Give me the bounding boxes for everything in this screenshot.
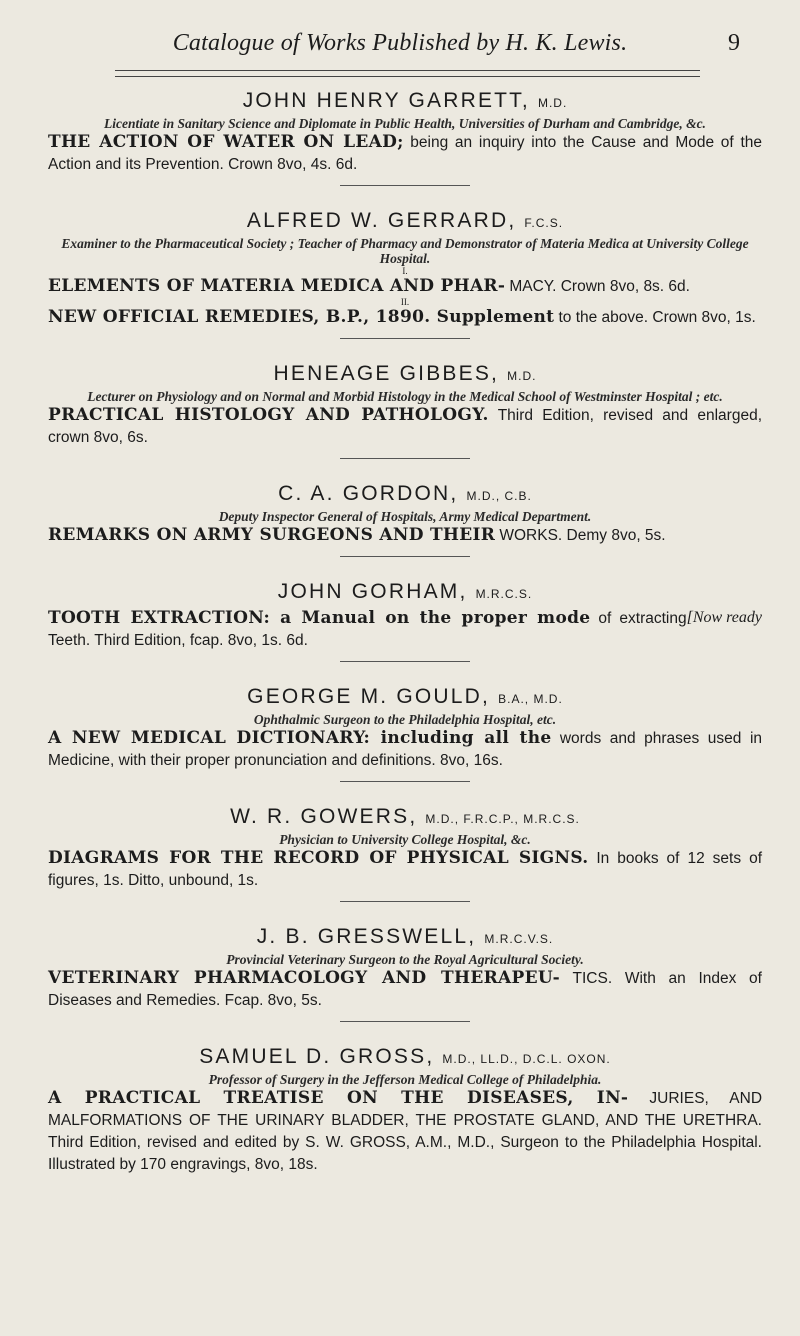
- author-name: ALFRED W. GERRARD,: [246, 209, 517, 232]
- work-title: PRACTICAL HISTOLOGY AND PATHOLOGY.: [48, 405, 489, 425]
- work-item: [48, 524, 762, 546]
- author-degrees: M.D., F.R.C.P., M.R.C.S.: [425, 812, 580, 826]
- entry-separator: [340, 338, 470, 339]
- catalogue-entry: [48, 88, 762, 186]
- work-title: A NEW MEDICAL DICTIONARY: including all the: [48, 728, 552, 748]
- running-title: Catalogue of Works Published by H. K. Lewis.: [172, 30, 628, 56]
- author-name: W. R. GOWERS,: [230, 805, 418, 828]
- author-degrees: M.D., LL.D., D.C.L. OXON.: [442, 1052, 611, 1066]
- author-line: [48, 804, 762, 832]
- catalogue-entry: [48, 208, 762, 339]
- author-line: [48, 684, 762, 712]
- work-title: TOOTH EXTRACTION: a Manual on the proper mode: [48, 608, 591, 628]
- author-degrees: M.D., C.B.: [466, 489, 532, 503]
- author-degrees: M.R.C.V.S.: [484, 932, 554, 946]
- entry-separator: [340, 901, 470, 902]
- work-description: MACY. Crown 8vo, 8s. 6d.: [509, 278, 690, 295]
- author-role: Ophthalmic Surgeon to the Philadelphia Hospital, etc.: [253, 712, 557, 727]
- author-role: Deputy Inspector General of Hospitals, Army Medical Department.: [218, 509, 592, 524]
- catalogue-entry: [48, 481, 762, 557]
- page-number: 9: [728, 30, 740, 56]
- work-description: to the above. Crown 8vo, 1s.: [558, 309, 756, 326]
- author-degrees: M.R.C.S.: [475, 587, 533, 601]
- author-role: Professor of Surgery in the Jefferson Medical College of Philadelphia.: [208, 1072, 602, 1087]
- work-title: VETERINARY PHARMACOLOGY AND THERAPEU-: [48, 968, 561, 988]
- entry-separator: [340, 781, 470, 782]
- author-line: [48, 208, 762, 236]
- work-item: [48, 306, 762, 328]
- author-role: Licentiate in Sanitary Science and Diplomate in Public Health, Universities of Durham and Cambridge, &c.: [104, 116, 706, 131]
- author-degrees: M.D.: [537, 96, 568, 110]
- work-description: words and phrases used in Medicine, with their proper pronunciation and definitions. 8vo, 16s.: [48, 730, 763, 769]
- author-degrees: F.C.S.: [524, 216, 564, 230]
- author-name: GEORGE M. GOULD,: [247, 685, 491, 708]
- work-title: THE ACTION OF WATER ON LEAD;: [48, 132, 404, 152]
- author-line: [48, 481, 762, 509]
- work-description: JURIES, AND MALFORMATIONS OF THE URINARY BLADDER, THE PROSTATE GLAND, AND THE URETHRA. Third Edition, revised and edited by S. W. GROSS, A.M., M.D., Surgeon to the Philadelphia Hospital. Illustrated by 170 engravings, 8vo, 18s.: [48, 1090, 763, 1173]
- work-item: [48, 131, 762, 175]
- author-degrees: M.D.: [507, 369, 537, 383]
- entry-list: [48, 88, 762, 1197]
- entry-separator: [340, 458, 470, 459]
- author-role: Physician to University College Hospital, &c.: [279, 832, 531, 847]
- entry-separator: [340, 556, 470, 557]
- author-name: JOHN HENRY GARRETT,: [242, 89, 530, 112]
- work-description: Third Edition, revised and enlarged, crown 8vo, 6s.: [48, 407, 762, 446]
- work-item: [48, 847, 762, 891]
- author-name: C. A. GORDON,: [278, 482, 459, 505]
- header-rule: [115, 70, 700, 77]
- work-title: REMARKS ON ARMY SURGEONS AND THEIR: [48, 525, 496, 545]
- author-role: Examiner to the Pharmaceutical Society ; Teacher of Pharmacy and Demonstrator of Materia Medica at University College Hospital.: [61, 236, 749, 266]
- catalogue-entry: [48, 579, 762, 662]
- work-description: WORKS. Demy 8vo, 5s.: [499, 527, 666, 544]
- work-description: being an inquiry into the Cause and Mode of the Action and its Prevention. Crown 8vo, 4s. 6d.: [48, 134, 762, 173]
- work-title: DIAGRAMS FOR THE RECORD OF PHYSICAL SIGNS.: [48, 848, 589, 868]
- author-line: [48, 579, 762, 607]
- author-name: HENEAGE GIBBES,: [273, 362, 500, 385]
- author-name: SAMUEL D. GROSS,: [199, 1045, 435, 1068]
- author-line: [48, 361, 762, 389]
- work-item: [48, 727, 762, 771]
- catalogue-entry: [48, 361, 762, 459]
- work-number: II.: [400, 297, 410, 307]
- work-number: I.: [402, 266, 408, 276]
- author-name: J. B. GRESSWELL,: [256, 925, 477, 948]
- entry-separator: [340, 185, 470, 186]
- work-item: [48, 404, 762, 448]
- catalogue-entry: [48, 684, 762, 782]
- author-line: [48, 1044, 762, 1072]
- work-description: TICS. With an Index of Diseases and Remedies. Fcap. 8vo, 5s.: [48, 970, 762, 1009]
- entry-separator: [340, 1021, 470, 1022]
- work-title: NEW OFFICIAL REMEDIES, B.P., 1890. Supplement: [48, 307, 555, 327]
- work-item: [48, 275, 762, 297]
- author-degrees: B.A., M.D.: [498, 692, 563, 706]
- page-header: [60, 30, 740, 64]
- author-line: [48, 88, 762, 116]
- author-line: [48, 924, 762, 952]
- work-description: of extracting Teeth. Third Edition, fcap. 8vo, 1s. 6d.: [48, 610, 687, 649]
- author-name: JOHN GORHAM,: [277, 580, 468, 603]
- work-item: [48, 607, 762, 651]
- work-title: A PRACTICAL TREATISE ON THE DISEASES, IN-: [48, 1088, 629, 1108]
- catalogue-entry: [48, 1044, 762, 1175]
- work-title: ELEMENTS OF MATERIA MEDICA AND PHAR-: [48, 276, 506, 296]
- author-role: Lecturer on Physiology and on Normal and Morbid Histology in the Medical School of Westminster Hospital ; etc.: [87, 389, 723, 404]
- author-role: Provincial Veterinary Surgeon to the Royal Agricultural Society.: [226, 952, 584, 967]
- work-description: In books of 12 sets of figures, 1s. Ditto, unbound, 1s.: [48, 850, 762, 889]
- work-item: [48, 967, 762, 1011]
- entry-separator: [340, 661, 470, 662]
- catalogue-entry: [48, 804, 762, 902]
- work-note: [Now ready: [686, 609, 762, 626]
- work-item: [48, 1087, 762, 1175]
- catalogue-entry: [48, 924, 762, 1022]
